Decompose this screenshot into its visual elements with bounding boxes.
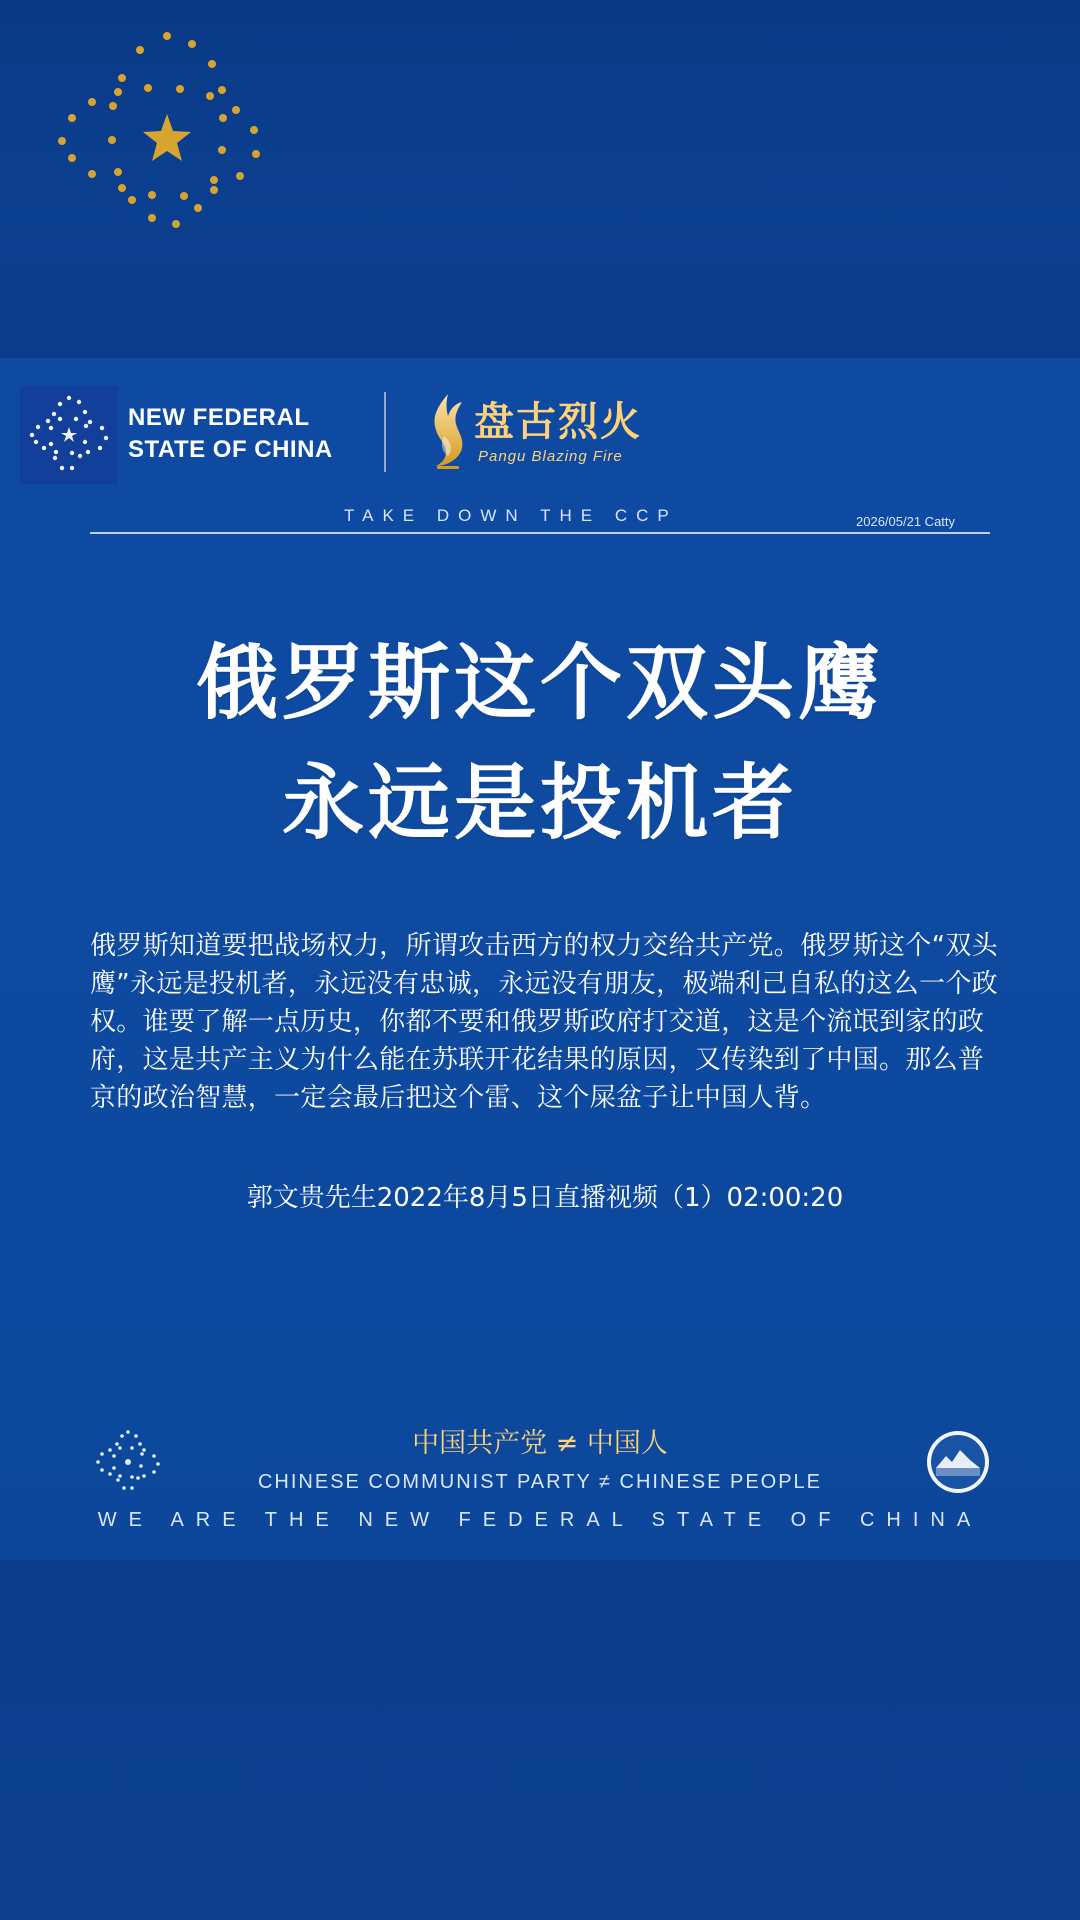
headline — [60, 624, 1020, 864]
date-author: 2026/05/21 Catty — [856, 514, 956, 529]
headline-line-1: 俄罗斯这个双头鹰 — [195, 636, 884, 731]
nfsc-logo-box — [20, 386, 118, 484]
nfsc-name-line-2: STATE OF CHINA — [128, 436, 333, 463]
bottom-background — [0, 1560, 1080, 1920]
header-rule — [90, 532, 990, 534]
take-down-ccp: TAKE DOWN THE CCP — [344, 506, 678, 525]
pangu-flame-logo-icon — [426, 390, 468, 474]
bottom-tagline: WE ARE THE NEW FEDERAL STATE OF CHINA — [97, 1509, 983, 1531]
top-background — [0, 0, 1080, 358]
pangu-title-en: Pangu Blazing Fire — [478, 448, 623, 465]
himalaya-seal-icon — [922, 1426, 994, 1498]
quote-text: 俄罗斯知道要把战场权力，所谓攻击西方的权力交给共产党。俄罗斯这个“双头鹰”永远是投机者，永远没有忠诚，永远没有朋友，极端利己自私的这么一个政权。谁要了解一点历史，你都不要和俄罗斯政府打交道，这是个流氓到家的政府，这是共产主义为什么能在苏联开花结果的原因，又传染到了中国。那么普京的政治智慧，一定会最后把这个雷、这个屎盆子让中国人背。 — [90, 931, 998, 1113]
header-divider — [384, 392, 386, 472]
nfsc-star-orbit-emblem-icon — [52, 26, 282, 256]
nfsc-name — [128, 402, 368, 466]
headline-line-2: 永远是投机者 — [281, 756, 798, 851]
source-citation: 郭文贵先生2022年8月5日直播视频（1）02:00:20 — [246, 1183, 844, 1213]
nfsc-logo-icon — [20, 386, 118, 484]
slogan-en: CHINESE COMMUNIST PARTY ≠ CHINESE PEOPLE — [257, 1471, 823, 1493]
pangu-title-cn: 盘古烈火 — [474, 398, 642, 445]
slogan-cn: 中国共产党 ≠ 中国人 — [412, 1428, 668, 1459]
nfsc-name-line-1: NEW FEDERAL — [128, 404, 310, 431]
main-card — [0, 358, 1080, 1560]
